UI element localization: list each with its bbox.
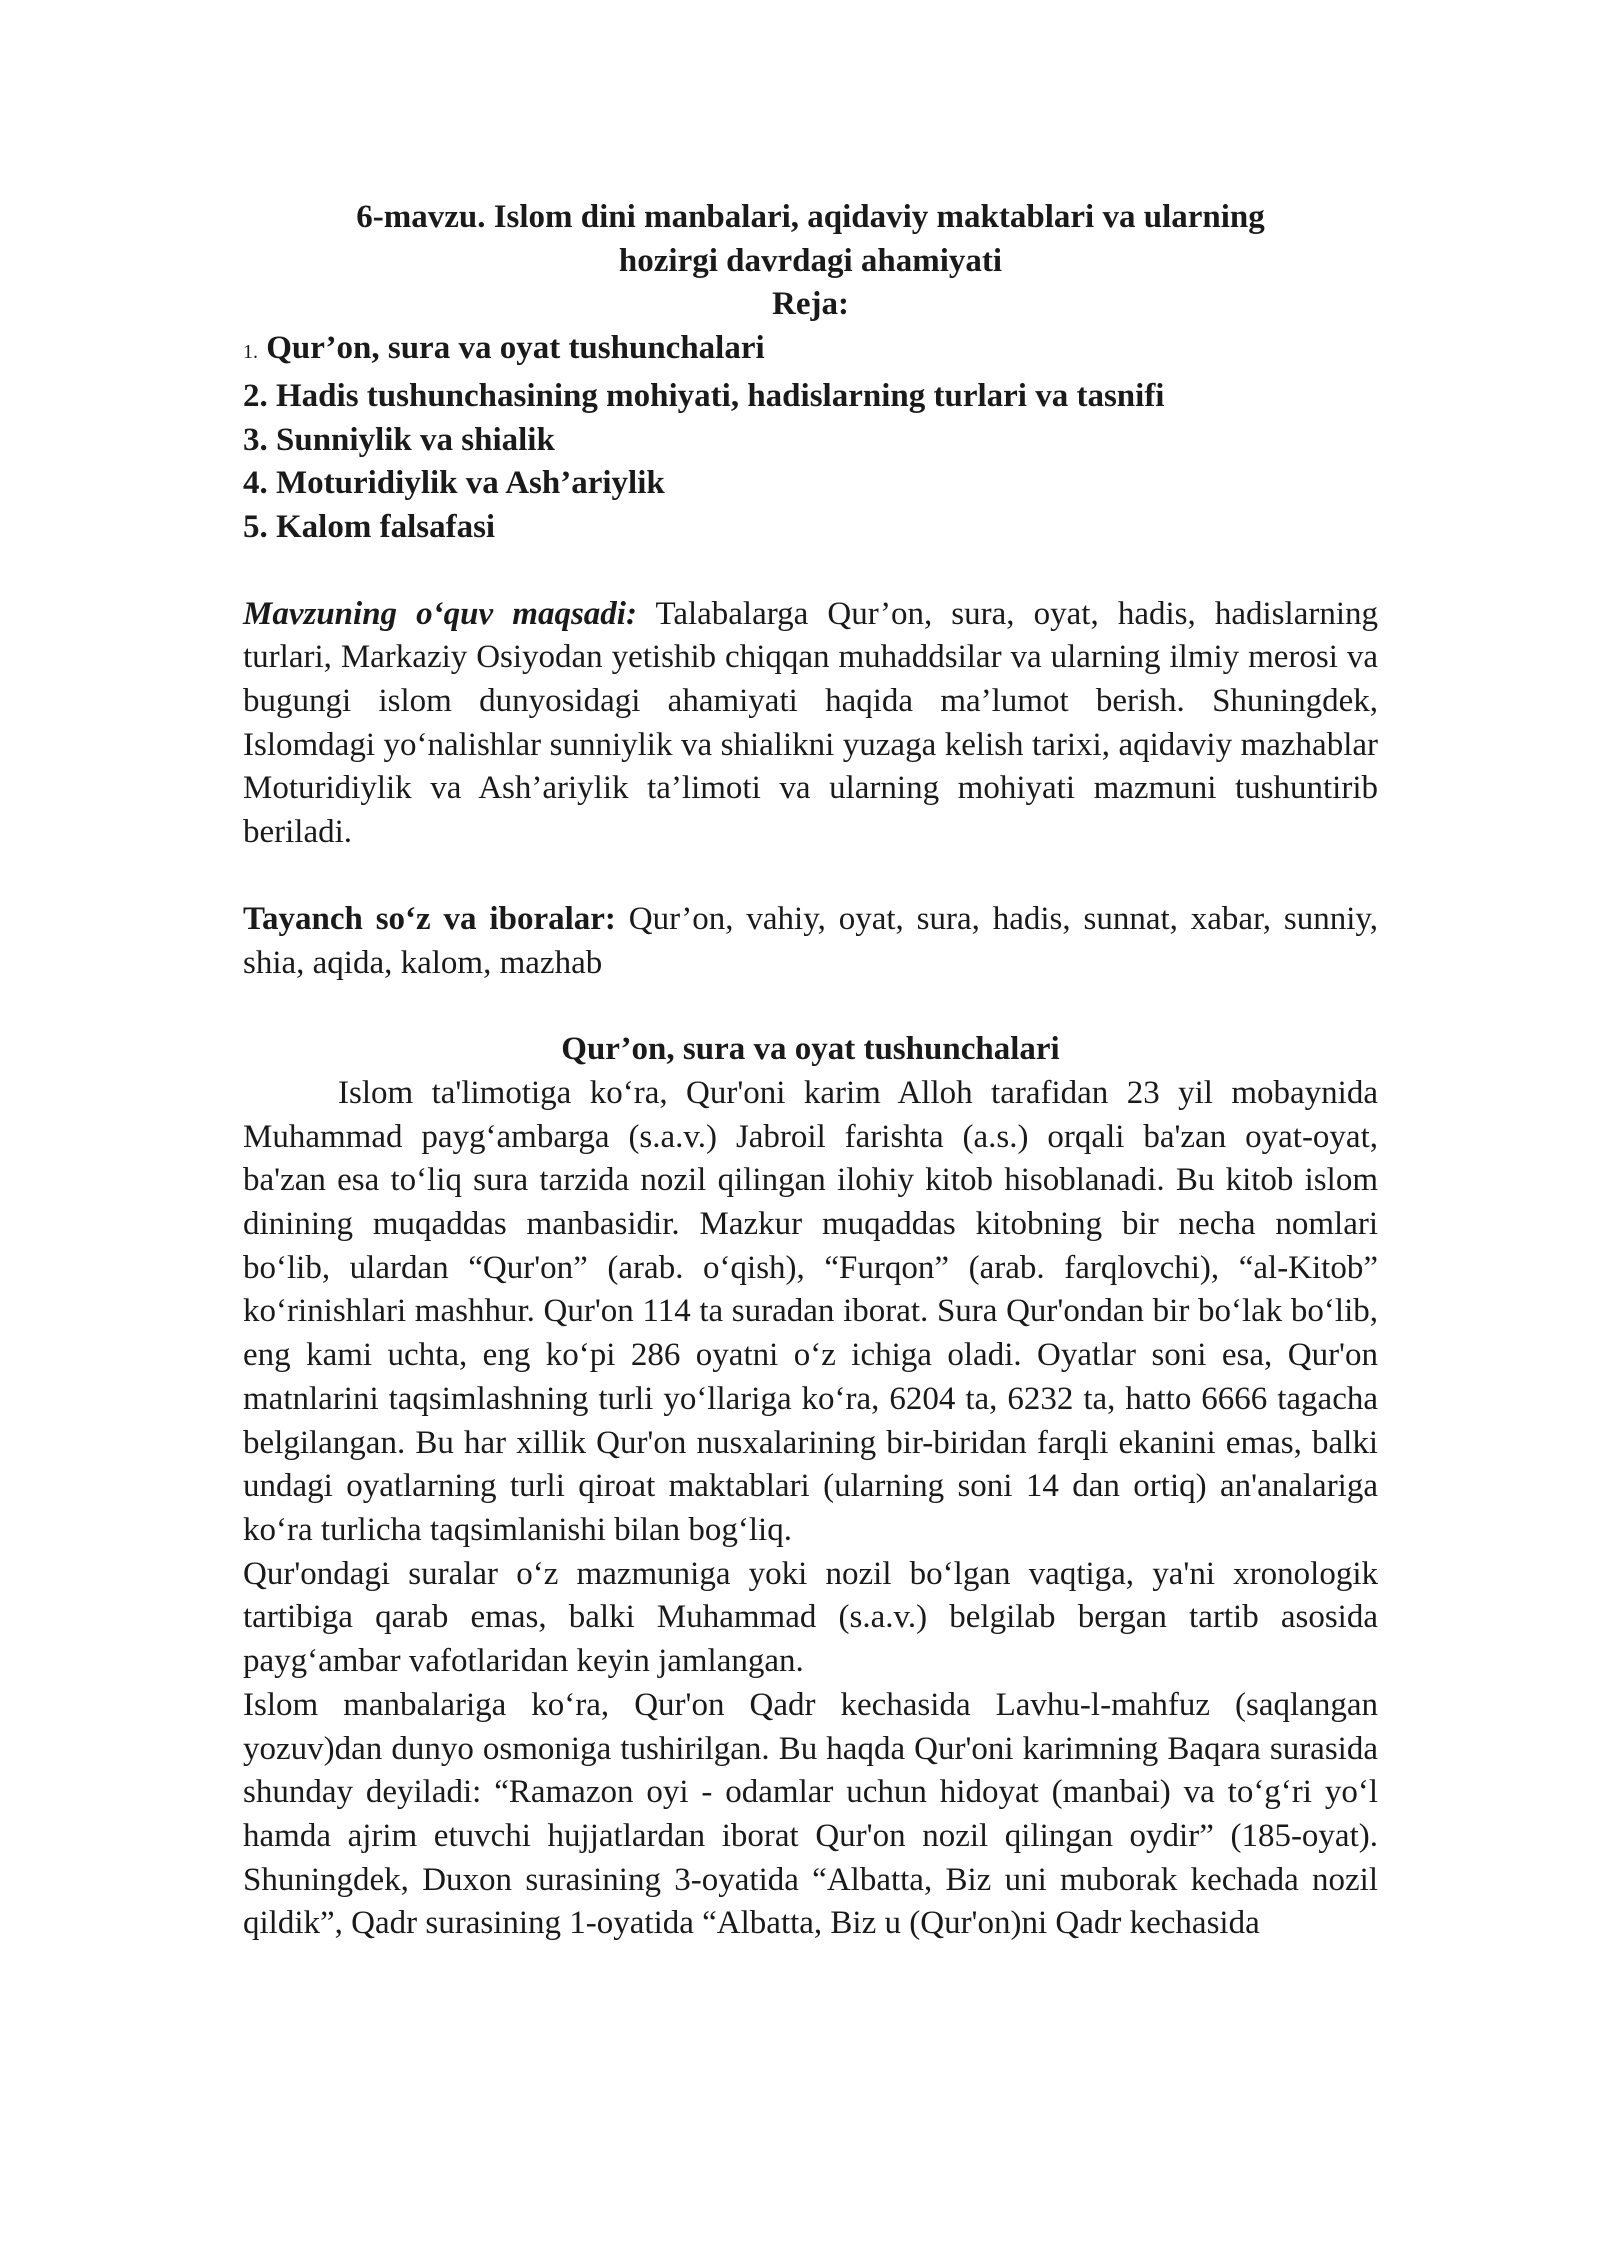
body-paragraph-3: Islom manbalariga ko‘ra, Qur'on Qadr kechasida Lavhu-l-mahfuz (saqlangan yozuv)dan dunyo osmoniga tushirilgan. Bu haqda Qur'oni karimning Baqara surasida shunday deyiladi: “Ramazon oyi - odamlar uchun hidoyat (manbai) va to‘g‘ri yo‘l hamda ajrim etuvchi hujjatlardan iborat Qur'on nozil qilingan oydir” (185-oyat). Shuningdek, Duxon surasining 3-oyatida “Albatta, Biz uni muborak kechada nozil qildik”, Qadr surasining 1-oyatida “Albatta, Biz u (Qur'on)ni Qadr kechasida <box>243 1686 1378 1942</box>
objective-label: Mavzuning o‘quv maqsadi: <box>243 595 637 632</box>
keywords-label: Tayanch so‘z va iboralar: <box>243 900 616 937</box>
keywords-text: Qur’on, vahiy, oyat, sura, hadis, sunnat, xabar, sunniy, shia, aqida, kalom, mazhab <box>243 900 1378 981</box>
plan-item-number: 3. <box>243 421 268 458</box>
plan-item-number: 2. <box>243 377 268 414</box>
plan-item-number: 1. <box>243 341 258 364</box>
plan-item-number: 5. <box>243 508 268 545</box>
section-heading: Qur’on, sura va oyat tushunchalari <box>561 1031 1060 1068</box>
keywords-paragraph <box>243 898 1378 985</box>
plan-item-5 <box>243 506 1378 550</box>
body-paragraph-2: Qur'ondagi suralar o‘z mazmuniga yoki nozil bo‘lgan vaqtiga, ya'ni xronologik tartibiga qarab emas, balki Muhammad (s.a.v.) belgilab bergan tartib asosida payg‘ambar vafotlaridan keyin jamlangan. <box>243 1555 1378 1680</box>
objective-text: Talabalarga Qur’on, sura, oyat, hadis, hadislarning turlari, Markaziy Osiyodan yetishib chiqqan muhaddsilar va ularning ilmiy merosi va bugungi islom dunyosidagi ahamiyati haqida ma’lumot berish. Shuningdek, Islomdagi yo‘nalishlar sunniylik va shialikni yuzaga kelish tarixi, aqidaviy mazhablar Moturidiylik va Ash’ariylik ta’limoti va ularning mohiyati mazmuni tushuntirib beriladi. <box>243 595 1378 851</box>
objective-paragraph <box>243 593 1378 855</box>
topic-title-line2: hozirgi davrdagi ahamiyati <box>618 242 1003 279</box>
plan-item-text: Qur’on, sura va oyat tushunchalari <box>266 330 765 367</box>
topic-title-line1: 6-mavzu. Islom dini manbalari, aqidaviy maktablari va ularning <box>356 199 1265 235</box>
plan-item-1 <box>243 327 1378 375</box>
plan-list <box>243 327 1378 550</box>
body-paragraph-1: Islom ta'limotiga ko‘ra, Qur'oni karim Alloh tarafidan 23 yil mobaynida Muhammad payg‘ambarga (s.a.v.) Jabroil farishta (a.s.) orqali ba'zan oyat-oyat, ba'zan esa to‘liq sura tarzida nozil qilingan ilohiy kitob hisoblanadi. Bu kitob islom dinining muqaddas manbasidir. Mazkur muqaddas kitobning bir necha nomlari bo‘lib, ulardan “Qur'on” (arab. o‘qish), “Furqon” (arab. farqlovchi), “al-Kitob” ko‘rinishlari mashhur. Qur'on 114 ta suradan iborat. Sura Qur'ondan bir bo‘lak bo‘lib, eng kami uchta, eng ko‘pi 286 oyatni o‘z ichiga oladi. Oyatlar soni esa, Qur'on matnlarini taqsimlashning turli yo‘llariga ko‘ra, 6204 ta, 6232 ta, hatto 6666 tagacha belgilangan. Bu har xillik Qur'on nusxalarining bir-biridan farqli ekanini emas, balki undagi oyatlarning turli qiroat maktablari (ularning soni 14 dan ortiq) an'analariga ko‘ra turlicha taqsimlanishi bilan bog‘liq. <box>243 1074 1378 1548</box>
plan-item-text: Hadis tushunchasining mohiyati, hadislarning turlari va tasnifi <box>276 377 1165 414</box>
document-page <box>243 196 1378 1946</box>
plan-item-number: 4. <box>243 465 268 502</box>
plan-heading: Reja: <box>772 286 849 323</box>
plan-item-2 <box>243 375 1378 419</box>
plan-item-text: Moturidiylik va Ash’ariylik <box>276 465 665 502</box>
plan-item-text: Kalom falsafasi <box>276 508 496 545</box>
plan-item-3 <box>243 419 1378 463</box>
plan-item-4 <box>243 462 1378 506</box>
plan-item-text: Sunniylik va shialik <box>276 421 555 458</box>
